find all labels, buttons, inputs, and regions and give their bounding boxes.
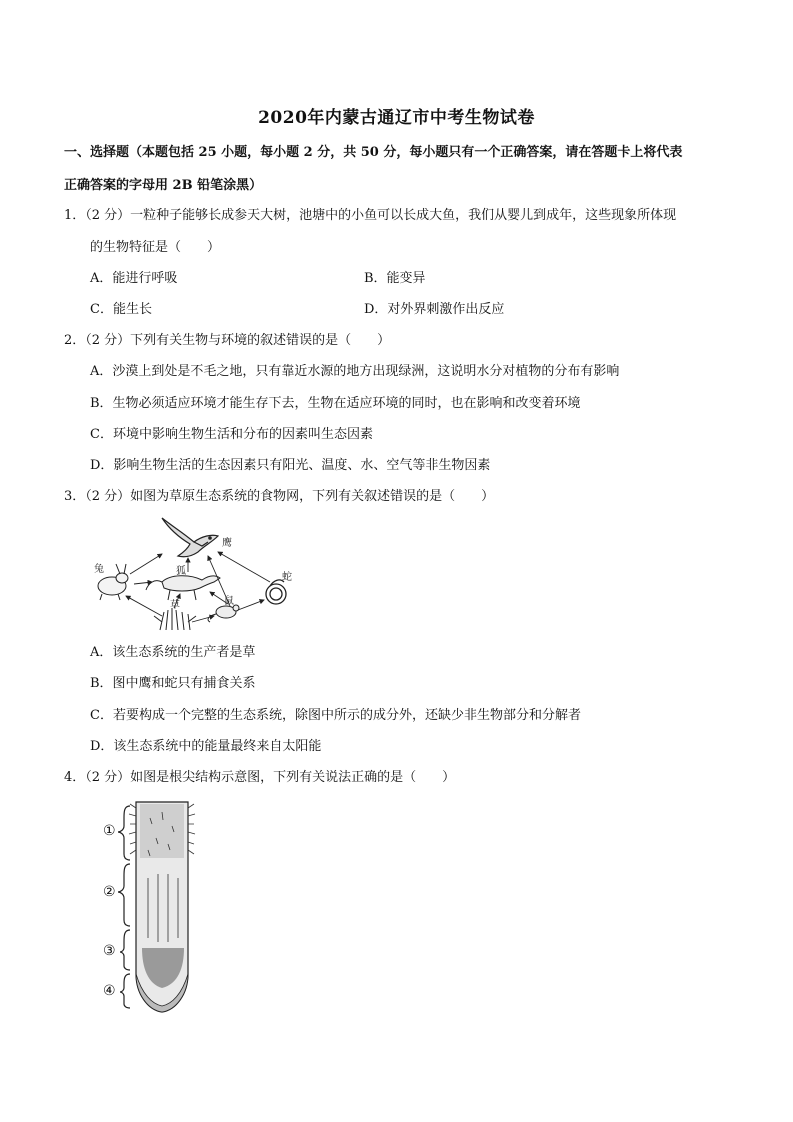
- q2-stem-line1: 2．（2 分）下列有关生物与环境的叙述错误的是（ ）: [64, 333, 391, 348]
- snake-label: 蛇: [282, 572, 292, 583]
- q1-option-d: D．对外界刺激作出反应: [364, 302, 505, 317]
- root-tip-drawing: [129, 802, 195, 1012]
- section-heading-line1: 一、选择题（本题包括 25 小题，每小题 2 分，共 50 分，每小题只有一个正确答案，请在答题卡上将代表: [64, 145, 683, 160]
- page-title: 2020年内蒙古通辽市中考生物试卷: [258, 108, 535, 128]
- region-label-3: ③: [103, 943, 116, 959]
- hawk-label: 鹰: [222, 538, 232, 549]
- q1-stem-line1: 1．（2 分）一粒种子能够长成参天大树，池塘中的小鱼可以长成大鱼，我们从婴儿到成年，这些现象所体现: [64, 208, 677, 223]
- rabbit-label: 兔: [94, 564, 104, 575]
- q2-option-a: A．沙漠上到处是不毛之地，只有靠近水源的地方出现绿洲，这说明水分对植物的分布有影响: [90, 364, 620, 379]
- q2-option-d: D．影响生物生活的生态因素只有阳光、温度、水、空气等非生物因素: [90, 458, 491, 473]
- section-heading-line2: 正确答案的字母用 2B 铅笔涂黑）: [64, 178, 263, 193]
- grass-label: 草: [170, 600, 180, 611]
- q3-option-b: B．图中鹰和蛇只有捕食关系: [90, 676, 256, 691]
- region-label-1: ①: [103, 823, 116, 839]
- q2-option-b: B．生物必须适应环境才能生存下去，生物在适应环境的同时，也在影响和改变着环境: [90, 396, 581, 411]
- region-label-4: ④: [103, 983, 116, 999]
- q1-option-a: A．能进行呼吸: [90, 271, 178, 286]
- q1-option-c: C．能生长: [90, 302, 152, 317]
- q3-stem-line1: 3．（2 分）如图为草原生态系统的食物网，下列有关叙述错误的是（ ）: [64, 489, 495, 504]
- q2-option-c: C．环境中影响生物生活和分布的因素叫生态因素: [90, 427, 373, 442]
- q3-option-c: C．若要构成一个完整的生态系统，除图中所示的成分外，还缺少非生物部分和分解者: [90, 708, 581, 723]
- q3-option-a: A．该生态系统的生产者是草: [90, 645, 256, 660]
- mouse-drawing: [208, 605, 239, 622]
- snake-drawing: [266, 580, 286, 604]
- q1-stem-line2: 的生物特征是（ ）: [90, 240, 221, 255]
- food-web-figure: [90, 512, 330, 632]
- root-tip-figure: [100, 798, 210, 1018]
- fox-drawing: [146, 576, 220, 600]
- q1-option-b: B．能变异: [364, 271, 426, 286]
- grass-drawing: [154, 608, 196, 630]
- region-label-2: ②: [103, 884, 116, 900]
- mouse-label: 鼠: [224, 596, 234, 607]
- q3-option-d: D．该生态系统中的能量最终来自太阳能: [90, 739, 322, 754]
- region-brackets: [118, 806, 130, 1008]
- q4-stem-line1: 4．（2 分）如图是根尖结构示意图，下列有关说法正确的是（ ）: [64, 770, 456, 785]
- hawk-drawing: [162, 518, 218, 557]
- fox-label: 狐: [176, 566, 186, 577]
